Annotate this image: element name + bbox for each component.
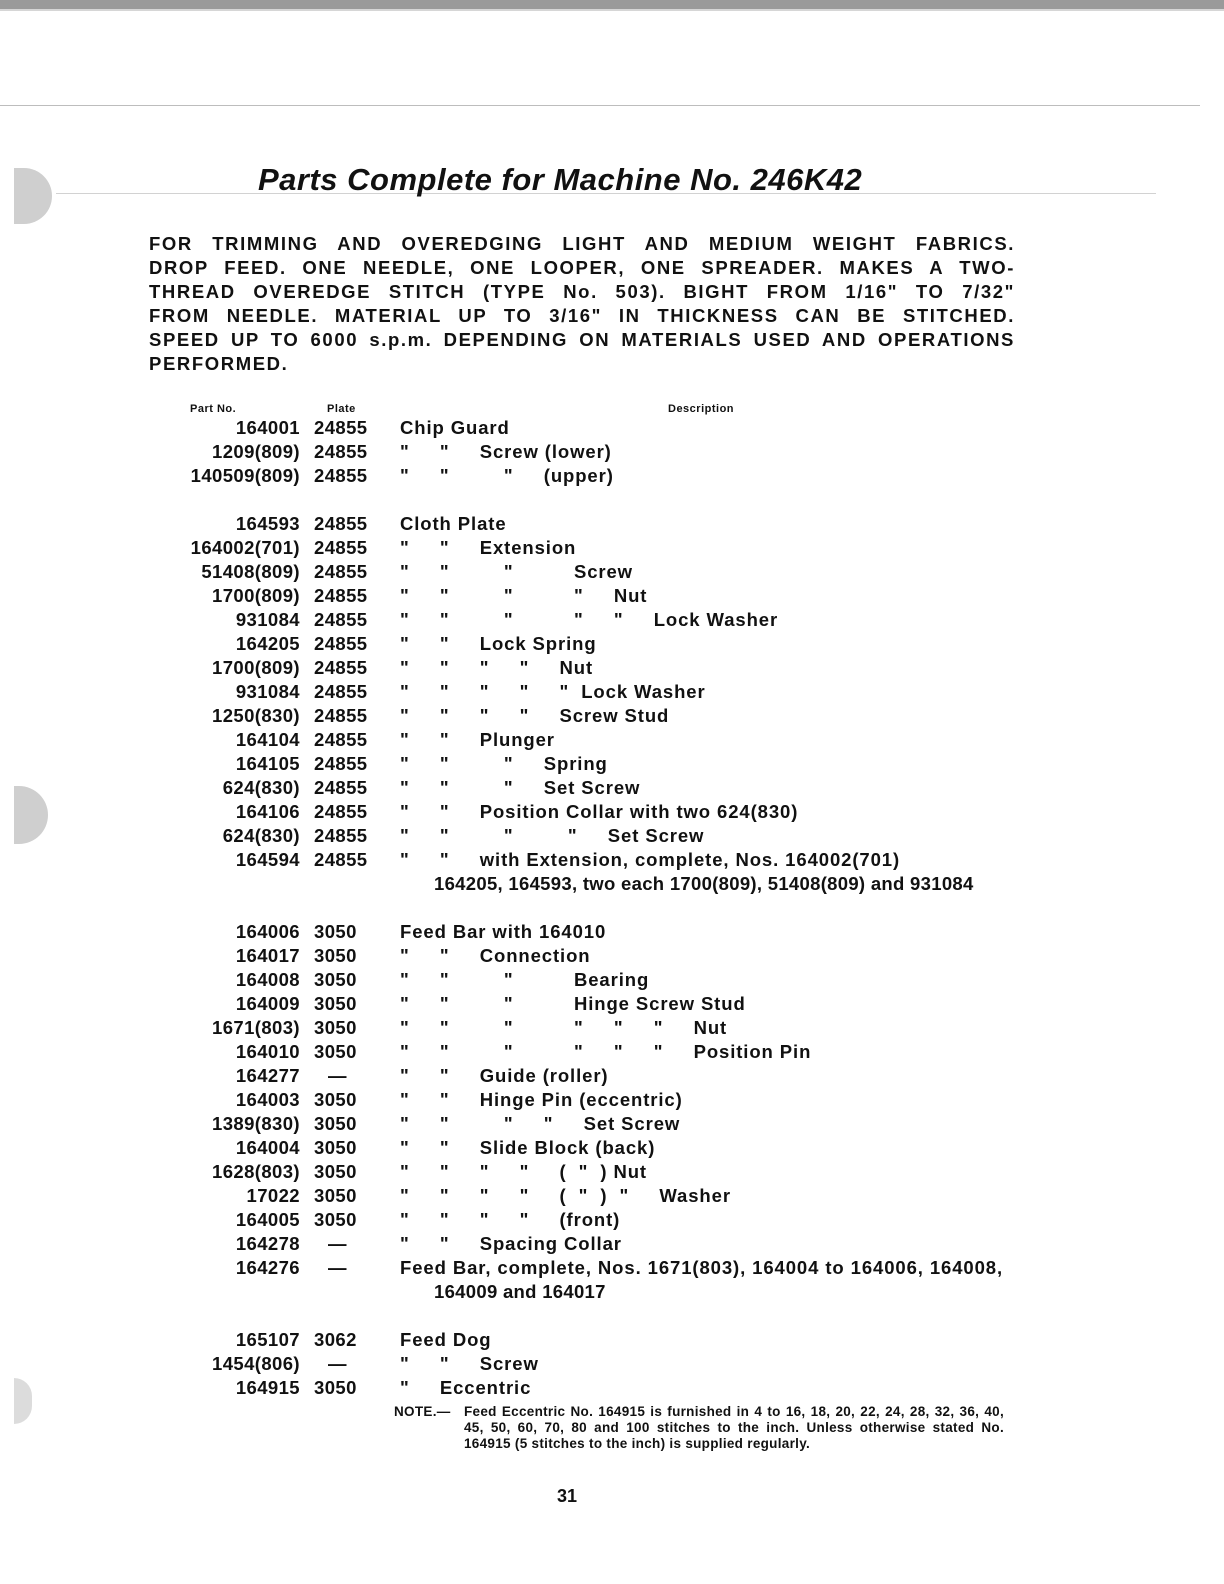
parts-row: [0, 801, 1224, 825]
part-number: 931084: [235, 681, 300, 702]
part-number: 51408(809): [201, 561, 300, 582]
plate-number: 24855: [314, 441, 368, 462]
parts-row: [0, 681, 1224, 705]
parts-row: [0, 1113, 1224, 1137]
parts-row: [0, 1281, 1224, 1305]
part-number: 1389(830): [212, 1113, 300, 1134]
part-description: " " Position Collar with two 624(830): [400, 801, 799, 822]
part-number: 164003: [235, 1089, 300, 1110]
parts-row: [0, 657, 1224, 681]
plate-number: 3050: [314, 1089, 357, 1110]
part-description: " " " " " " Position Pin: [400, 1041, 812, 1062]
parts-row: [0, 945, 1224, 969]
machine-description: [149, 232, 1015, 376]
part-number: 164017: [235, 945, 300, 966]
part-description: " " " " " Lock Washer: [400, 681, 706, 702]
part-number: 624(830): [222, 777, 300, 798]
part-number: 164010: [235, 1041, 300, 1062]
parts-row: [0, 513, 1224, 537]
plate-number: 24855: [314, 849, 368, 870]
parts-row: [0, 609, 1224, 633]
plate-number: 3050: [314, 969, 357, 990]
parts-row: [0, 417, 1224, 441]
intro-line: FROM NEEDLE. MATERIAL UP TO 3/16" IN THICKNESS CAN BE STITCHED.: [149, 305, 1015, 326]
note-text: Feed Eccentric No. 164915 is furnished in 4 to 16, 18, 20, 22, 24, 28, 32, 36, 40, 45, 50, 60, 70, 80 and 100 stitches to the inch. Unless otherwise stated No. 164915 (5 stitches to the inch) is supplied regularly.: [464, 1404, 1004, 1451]
plate-number: —: [328, 1257, 347, 1278]
part-number: 164009: [235, 993, 300, 1014]
plate-number: 24855: [314, 729, 368, 750]
parts-row: [0, 1185, 1224, 1209]
part-number: 164004: [235, 1137, 300, 1158]
plate-number: —: [328, 1065, 347, 1086]
part-number: 164594: [235, 849, 300, 870]
part-description: 164009 and 164017: [434, 1281, 606, 1302]
parts-row: [0, 993, 1224, 1017]
page-number: 31: [557, 1486, 578, 1506]
plate-number: 3050: [314, 993, 357, 1014]
part-description: " " Connection: [400, 945, 591, 966]
part-number: 164005: [235, 1209, 300, 1230]
punch-hole-top: [14, 168, 52, 224]
plate-number: 3050: [314, 1377, 357, 1398]
part-number: 140509(809): [190, 465, 300, 486]
part-description: " " " " (front): [400, 1209, 621, 1230]
part-description: " " Screw (lower): [400, 441, 612, 462]
parts-row: [0, 1089, 1224, 1113]
plate-number: 3062: [314, 1329, 357, 1350]
plate-number: 3050: [314, 1161, 357, 1182]
part-description: " " with Extension, complete, Nos. 164002(701): [400, 849, 901, 870]
part-number: 164915: [235, 1377, 300, 1398]
note-label: NOTE.—: [394, 1404, 451, 1419]
plate-number: 24855: [314, 801, 368, 822]
parts-row: [0, 1137, 1224, 1161]
part-number: 17022: [246, 1185, 300, 1206]
part-description: " " " Spring: [400, 753, 608, 774]
part-number: 164277: [235, 1065, 300, 1086]
plate-number: 3050: [314, 1017, 357, 1038]
part-description: " " " " Set Screw: [400, 1113, 681, 1134]
plate-number: 3050: [314, 1209, 357, 1230]
scan-top-edge-shadow: [0, 9, 1224, 11]
part-description: " " " " Screw Stud: [400, 705, 670, 726]
part-number: 164006: [235, 921, 300, 942]
part-number: 164001: [235, 417, 300, 438]
part-description: " " Plunger: [400, 729, 555, 750]
part-description: " " Extension: [400, 537, 577, 558]
parts-row: [0, 777, 1224, 801]
plate-number: 3050: [314, 1185, 357, 1206]
plate-number: 3050: [314, 921, 357, 942]
parts-row: [0, 1377, 1224, 1401]
part-description: " " Screw: [400, 1353, 539, 1374]
part-number: 164105: [235, 753, 300, 774]
part-description: " " " (upper): [400, 465, 614, 486]
part-description: " " " Set Screw: [400, 777, 641, 798]
part-description: " " " Bearing: [400, 969, 650, 990]
parts-row: [0, 1257, 1224, 1281]
parts-row: [0, 585, 1224, 609]
plate-number: 24855: [314, 825, 368, 846]
part-number: 164104: [235, 729, 300, 750]
part-description: " " " " ( " ) " Washer: [400, 1185, 731, 1206]
part-number: 1628(803): [212, 1161, 300, 1182]
part-description: " " Lock Spring: [400, 633, 597, 654]
parts-row: [0, 465, 1224, 489]
parts-row: [0, 1041, 1224, 1065]
part-number: 164276: [235, 1257, 300, 1278]
part-description: " " " " Set Screw: [400, 825, 705, 846]
part-description: Feed Dog: [400, 1329, 492, 1350]
parts-row: [0, 1161, 1224, 1185]
parts-row: [0, 537, 1224, 561]
parts-row: [0, 1353, 1224, 1377]
parts-row: [0, 753, 1224, 777]
plate-number: 24855: [314, 777, 368, 798]
part-description: " " Hinge Pin (eccentric): [400, 1089, 683, 1110]
plate-number: 24855: [314, 585, 368, 606]
intro-line: FOR TRIMMING AND OVEREDGING LIGHT AND MEDIUM WEIGHT FABRICS.: [149, 233, 1015, 254]
plate-number: 24855: [314, 465, 368, 486]
plate-number: 3050: [314, 945, 357, 966]
intro-line: SPEED UP TO 6000 s.p.m. DEPENDING ON MATERIALS USED AND OPERATIONS: [149, 329, 1015, 350]
part-description: " " " " Nut: [400, 657, 594, 678]
scan-top-edge: [0, 0, 1224, 9]
part-number: 164278: [235, 1233, 300, 1254]
parts-row: [0, 729, 1224, 753]
parts-row: [0, 561, 1224, 585]
plate-number: 24855: [314, 561, 368, 582]
part-description: 164205, 164593, two each 1700(809), 51408(809) and 931084: [434, 873, 974, 894]
parts-row: [0, 1209, 1224, 1233]
part-number: 164205: [235, 633, 300, 654]
parts-row: [0, 1233, 1224, 1257]
column-header-plate: Plate: [327, 403, 356, 415]
part-description: Feed Bar with 164010: [400, 921, 607, 942]
part-description: Cloth Plate: [400, 513, 507, 534]
parts-row: [0, 849, 1224, 873]
part-number: 1250(830): [212, 705, 300, 726]
intro-line: DROP FEED. ONE NEEDLE, ONE LOOPER, ONE SPREADER. MAKES A TWO-: [149, 257, 1015, 278]
plate-number: 3050: [314, 1113, 357, 1134]
part-description: Chip Guard: [400, 417, 510, 438]
plate-number: 24855: [314, 633, 368, 654]
part-number: 1671(803): [212, 1017, 300, 1038]
parts-row: [0, 441, 1224, 465]
parts-row: [0, 633, 1224, 657]
part-description: " " " " " " Nut: [400, 1017, 728, 1038]
parts-row: [0, 969, 1224, 993]
part-number: 165107: [235, 1329, 300, 1350]
parts-row: [0, 1329, 1224, 1353]
part-description: " " " Hinge Screw Stud: [400, 993, 746, 1014]
part-description: " " " " " Lock Washer: [400, 609, 779, 630]
part-number: 164106: [235, 801, 300, 822]
column-header-description: Description: [668, 403, 735, 415]
page-rule: [0, 105, 1200, 106]
plate-number: 24855: [314, 513, 368, 534]
plate-number: —: [328, 1233, 347, 1254]
plate-number: 24855: [314, 537, 368, 558]
part-description: " " Slide Block (back): [400, 1137, 656, 1158]
parts-row: [0, 705, 1224, 729]
page-title: Parts Complete for Machine No. 246K42: [258, 162, 863, 197]
parts-row: [0, 825, 1224, 849]
part-description: " Eccentric: [400, 1377, 532, 1398]
plate-number: 24855: [314, 609, 368, 630]
parts-list: [0, 417, 1224, 1401]
part-number: 931084: [235, 609, 300, 630]
part-number: 1209(809): [212, 441, 300, 462]
part-description: " " Spacing Collar: [400, 1233, 622, 1254]
plate-number: 3050: [314, 1137, 357, 1158]
part-description: " " " " Nut: [400, 585, 648, 606]
part-number: 1700(809): [212, 585, 300, 606]
plate-number: 24855: [314, 753, 368, 774]
parts-row: [0, 1017, 1224, 1041]
plate-number: 24855: [314, 417, 368, 438]
intro-line: THREAD OVEREDGE STITCH (TYPE No. 503). BIGHT FROM 1/16" TO 7/32": [149, 281, 1015, 302]
parts-row: [0, 1065, 1224, 1089]
part-number: 624(830): [222, 825, 300, 846]
part-number: 164008: [235, 969, 300, 990]
plate-number: —: [328, 1353, 347, 1374]
parts-row: [0, 873, 1224, 897]
part-description: " " " " ( " ) Nut: [400, 1161, 647, 1182]
part-number: 164002(701): [190, 537, 300, 558]
plate-number: 3050: [314, 1041, 357, 1062]
part-number: 164593: [235, 513, 300, 534]
part-description: Feed Bar, complete, Nos. 1671(803), 164004 to 164006, 164008,: [400, 1257, 1004, 1278]
plate-number: 24855: [314, 681, 368, 702]
part-description: " " " Screw: [400, 561, 633, 582]
plate-number: 24855: [314, 657, 368, 678]
column-header-part-no: Part No.: [190, 403, 237, 415]
part-number: 1454(806): [212, 1353, 300, 1374]
intro-line: PERFORMED.: [149, 353, 289, 374]
plate-number: 24855: [314, 705, 368, 726]
part-number: 1700(809): [212, 657, 300, 678]
part-description: " " Guide (roller): [400, 1065, 609, 1086]
parts-row: [0, 921, 1224, 945]
